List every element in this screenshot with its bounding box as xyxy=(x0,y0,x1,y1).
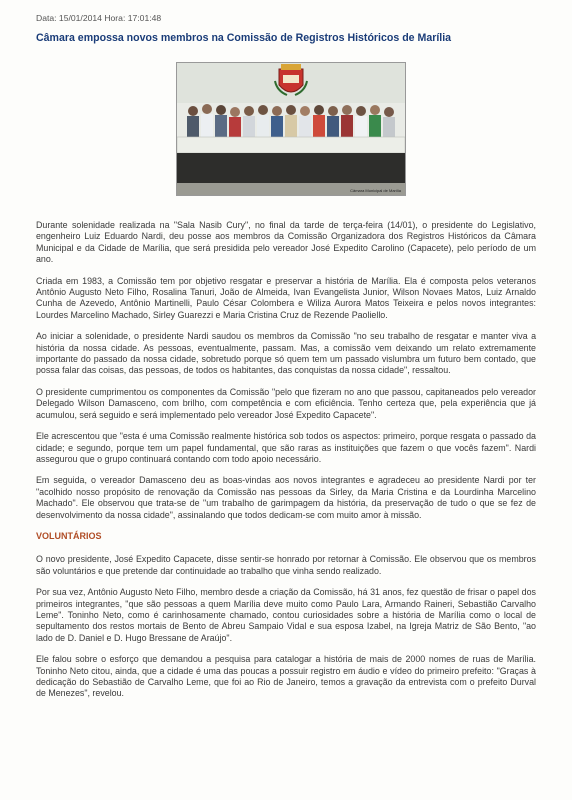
article-paragraph: Por sua vez, Antônio Augusto Neto Filho, membro desde a criação da Comissão, há 31 anos, fez questão de frisar o papel dos primeiros integrantes, "que são pessoas a quem Marília deve muito como Paulo Lara, Armando Raineri, Sebastião Carvalho Leme". Toninho Neto, como é carinhosamente chamado, contou curiosidades sobre a história de Marília como o local de sepultamento dos restos mortais de Bento de Abreu Sampaio Vidal e sua esposa Izabel, na Igreja Matriz de São Bento, "ao lado de D. Daniel e D. Hugo Bressane de Araújo". xyxy=(36,587,536,643)
date-time-label: Data: 15/01/2014 Hora: 17:01:48 xyxy=(36,13,162,23)
article-paragraph: Ele falou sobre o esforço que demandou a pesquisa para catalogar a história de mais de 2000 nomes de ruas de Marília. Toninho Neto citou, ainda, que a cidade é uma das poucas a possuir registro em áudio e vídeo do primeiro prefeito: "Graças à dedicação do Sebastião de Carvalho Leme, que foi ao Rio de Janeiro, temos a gravação da entrevista com o prefeito Durval de Menezes", revelou. xyxy=(36,654,536,699)
photo-caption: Câmara Municipal de Marília xyxy=(350,188,401,193)
article-photo xyxy=(176,62,406,196)
coat-of-arms-icon xyxy=(275,64,307,95)
people-group xyxy=(187,104,395,138)
article-paragraph: Ele acrescentou que "esta é uma Comissão realmente histórica sob todos os aspectos: primeiro, porque resgata o passado da cidade; e segundo, porque tem um papel fundamental, que são raras as instituições que fazem o que vocês fazem". Nardi assegurou que o grupo continuará contando com todo apoio necessário. xyxy=(36,431,536,464)
article-paragraph: Ao iniciar a solenidade, o presidente Nardi saudou os membros da Comissão "no seu trabalho de resgatar e manter viva a história da nossa cidade. As pessoas, eventualmente, passam. Mas, a comissão vem deixando um relato extremamente importante do passado da nossa cidade, sobretudo porque só quem tem um passado vislumbra um futuro bem contado, que possa falar das coisas, das pessoas, de todos os habitantes, das conquistas da nossa cidade", ressaltou. xyxy=(36,331,536,376)
article-paragraph: Durante solenidade realizada na "Sala Nasib Cury", no final da tarde de terça-feira (14/01), o presidente do Legislativo, engenheiro Luiz Eduardo Nardi, deu posse aos membros da Comissão Organizadora dos Registros Históricos da Câmara Municipal e da Cidade de Marília, que será presidida pelo vereador José Expedito Carolino (Capacete), pelo período de um ano. xyxy=(36,220,536,265)
article-paragraph: Criada em 1983, a Comissão tem por objetivo resgatar e preservar a história de Marília. Ela é composta pelos veteranos Antônio Augusto Neto Filho, Rosalina Tanuri, João de Almeida, Ivan Evangelista Junior, Wilson Novaes Matos, Luiz Arnaldo Cunha de Azevedo, Antônio Martinelli, Paulo César Colombera e Wiliza Aurora Matos Teixeira e pelos novos integrantes: Lourdes Marcelino Machado, Sirley Guarezzi e Maria Cristina Cruz de Rezende Paoliello. xyxy=(36,275,536,320)
group-photo-illustration xyxy=(177,63,405,195)
article-paragraph: O presidente cumprimentou os componentes da Comissão "pelo que fizeram no ano que passou, capitaneados pelo vereador Delegado Wilson Damasceno, com brilho, com competência e com eficiência. Tenho certeza que, pela experiência que já acumulou, será seguido e será implementado pelo vereador José Expedito Capacete". xyxy=(36,386,536,420)
article-paragraph: Em seguida, o vereador Damasceno deu as boas-vindas aos novos integrantes e agradeceu ao presidente Nardi por ter "acolhido nosso propósito de renovação da Comissão nas pessoas da Sirley, da Maria Cristina e da Lourdinha Marcelino Machado". Ele observou que trata-se de "um trabalho de garimpagem da história, da preservação de tudo o que se fez de desenvolvimento da nossa cidade", assinalando que todos dedicam-se com muito amor à missão. xyxy=(36,475,536,520)
section-heading: VOLUNTÁRIOS xyxy=(36,530,102,541)
article-headline: Câmara empossa novos membros na Comissão de Registros Históricos de Marília xyxy=(36,32,452,44)
article-paragraph: O novo presidente, José Expedito Capacete, disse sentir-se honrado por retornar à Comissão. Ele observou que os membros são voluntários e que pretende dar continuidade ao trabalho que vinha sendo realizado. xyxy=(36,554,536,576)
article-body xyxy=(36,220,536,710)
